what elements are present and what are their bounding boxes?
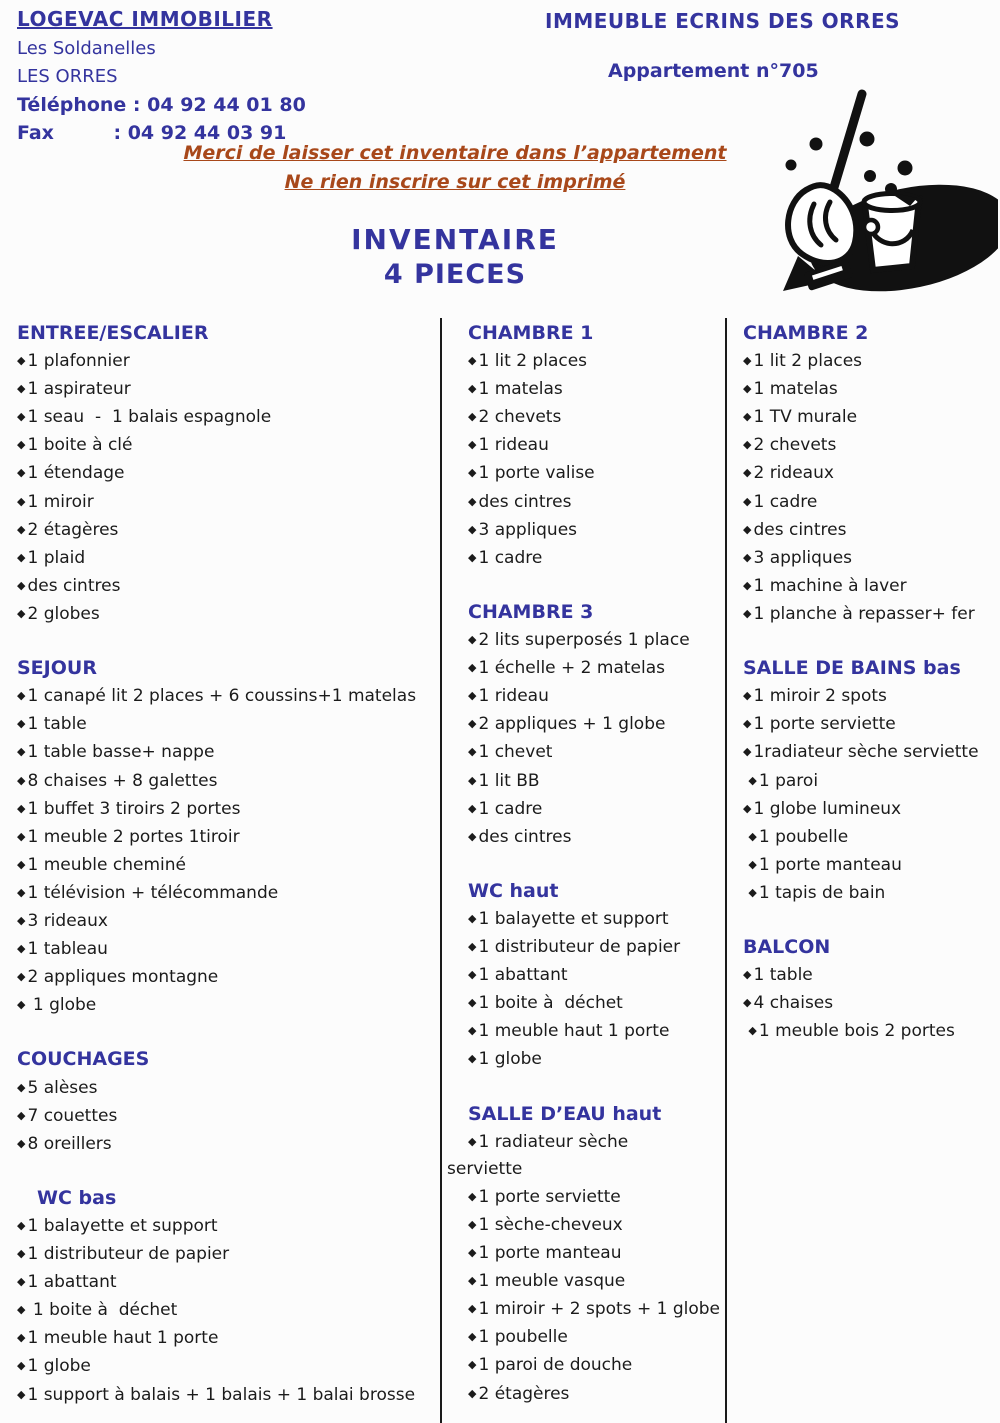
section-wc-haut — [468, 878, 725, 1074]
diamond-bullet-icon: ◆ — [468, 1052, 477, 1066]
diamond-bullet-icon: ◆ — [17, 522, 26, 536]
diamond-bullet-icon: ◆ — [17, 717, 26, 731]
inventory-item: ◆ 1 poubelle — [748, 826, 849, 847]
diamond-bullet-icon: ◆ — [17, 578, 26, 592]
inventory-column-3 — [732, 320, 1000, 1073]
inventory-item: ◆ 1 tapis de bain — [748, 882, 886, 903]
inventory-item: ◆ 1 boite à déchet — [17, 1300, 178, 1321]
inventory-item: ◆ 1 porte manteau — [468, 1243, 622, 1264]
diamond-bullet-icon: ◆ — [17, 1303, 26, 1317]
inventory-item: ◆ 1radiateur sèche serviette — [743, 742, 979, 763]
diamond-bullet-icon: ◆ — [17, 829, 26, 843]
inventory-item: ◆ 1 télévision + télécommande — [17, 882, 279, 903]
inventory-item: ◆ des cintres — [743, 519, 847, 540]
inventory-item: ◆ 1 lit BB — [468, 770, 540, 791]
inventory-item: ◆ 8 oreillers — [17, 1133, 112, 1154]
diamond-bullet-icon: ◆ — [468, 410, 477, 424]
inventory-item: ◆ 2 étagères — [17, 519, 119, 540]
inventory-item: ◆ 8 chaises + 8 galettes — [17, 770, 218, 791]
inventory-title: INVENTAIRE — [351, 223, 559, 256]
cleaning-bucket-mop-clipart-icon — [758, 86, 998, 304]
diamond-bullet-icon: ◆ — [17, 745, 26, 759]
building-name: IMMEUBLE ECRINS DES ORRES — [545, 9, 901, 33]
inventory-item: ◆ des cintres — [468, 491, 572, 512]
inventory-item: ◆ 2 rideaux — [743, 463, 834, 484]
inventory-item: ◆ 1 plaid — [17, 547, 86, 568]
diamond-bullet-icon: ◆ — [17, 410, 26, 424]
section-heading-chambre-3: CHAMBRE 3 — [468, 600, 594, 623]
section-heading-salle-d-eau-haut: SALLE D’EAU haut — [468, 1102, 662, 1125]
inventory-item: ◆ 1 globe — [468, 1049, 542, 1070]
diamond-bullet-icon: ◆ — [743, 494, 752, 508]
section-couchages — [17, 1046, 441, 1157]
inventory-item: ◆ 1 échelle + 2 matelas — [468, 658, 666, 679]
diamond-bullet-icon: ◆ — [743, 410, 752, 424]
agency-header — [17, 7, 306, 150]
diamond-bullet-icon: ◆ — [748, 885, 757, 899]
diamond-bullet-icon: ◆ — [468, 940, 477, 954]
inventory-item: ◆ 1 abattant — [468, 965, 568, 986]
inventory-item: ◆ 1 meuble haut 1 porte — [17, 1328, 219, 1349]
inventory-item: ◆ des cintres — [17, 575, 121, 596]
section-balcon — [743, 934, 1000, 1045]
diamond-bullet-icon: ◆ — [748, 857, 757, 871]
section-salle-d-eau-haut — [447, 1101, 725, 1408]
diamond-bullet-icon: ◆ — [468, 829, 477, 843]
inventory-item: ◆ 1 sèche-cheveux — [468, 1215, 623, 1235]
inventory-item: ◆ 1 lit 2 places — [743, 351, 863, 372]
inventory-item: ◆ 1 TV murale — [743, 407, 858, 428]
inventory-item: ◆ 4 chaises — [743, 993, 834, 1014]
inventory-item: ◆ 1 planche à repasser+ fer — [743, 603, 975, 624]
inventory-item: ◆ 1 tableau — [17, 939, 108, 960]
diamond-bullet-icon: ◆ — [17, 998, 26, 1012]
title-block — [60, 221, 850, 290]
section-heading-entree-escalier: ENTREE/ESCALIER — [17, 322, 209, 344]
diamond-bullet-icon: ◆ — [743, 354, 752, 368]
inventory-item: ◆ 1 porte serviette — [743, 714, 896, 735]
inventory-item: ◆ 1 boite à déchet — [468, 993, 623, 1014]
inventory-item: ◆ 1 rideau — [468, 686, 549, 707]
diamond-bullet-icon: ◆ — [743, 578, 752, 592]
diamond-bullet-icon: ◆ — [468, 1134, 477, 1148]
section-heading-wc-bas: WC bas — [37, 1186, 117, 1209]
diamond-bullet-icon: ◆ — [468, 633, 477, 647]
inventory-item: ◆ 1 meuble cheminé — [17, 854, 186, 875]
diamond-bullet-icon: ◆ — [743, 438, 752, 452]
diamond-bullet-icon: ◆ — [468, 466, 477, 480]
inventory-item: ◆ 1 chevet — [468, 742, 553, 763]
section-heading-salle-de-bains-bas: SALLE DE BAINS bas — [743, 657, 961, 680]
notice-line-1: Merci de laisser cet inventaire dans l’appartement — [183, 142, 727, 164]
inventory-item: ◆ 1 meuble haut 1 porte — [468, 1021, 670, 1042]
inventory-item: ◆ 1 poubelle — [468, 1327, 568, 1348]
diamond-bullet-icon: ◆ — [743, 968, 752, 982]
inventory-item: ◆ 1 machine à laver — [743, 575, 907, 596]
section-chambre-2 — [743, 320, 1000, 628]
diamond-bullet-icon: ◆ — [748, 1024, 757, 1038]
diamond-bullet-icon: ◆ — [743, 466, 752, 480]
diamond-bullet-icon: ◆ — [17, 1136, 26, 1150]
inventory-item: ◆ 1 cadre — [468, 547, 543, 568]
diamond-bullet-icon: ◆ — [17, 1247, 26, 1261]
inventory-item: ◆ 1 globe — [17, 995, 97, 1016]
inventory-item: ◆ 1 balayette et support — [468, 908, 669, 929]
inventory-item: ◆ 1 plafonnier — [17, 351, 130, 372]
notice-line-2: Ne rien inscrire sur cet imprimé — [284, 171, 626, 193]
column-divider-right — [725, 318, 727, 1423]
section-chambre-1 — [468, 320, 725, 572]
inventory-item: ◆ 1 meuble bois 2 portes — [748, 1021, 955, 1042]
diamond-bullet-icon: ◆ — [17, 438, 26, 452]
diamond-bullet-icon: ◆ — [468, 1024, 477, 1038]
inventory-item: ◆ 1 matelas — [468, 379, 563, 400]
inventory-item: ◆ 1 porte valise — [468, 463, 595, 484]
diamond-bullet-icon: ◆ — [743, 550, 752, 564]
inventory-item: ◆ 7 couettes — [17, 1105, 118, 1126]
inventory-item: ◆ 1 radiateur sèche serviette — [447, 1131, 629, 1179]
diamond-bullet-icon: ◆ — [743, 522, 752, 536]
inventory-item: ◆ 3 rideaux — [17, 910, 108, 931]
diamond-bullet-icon: ◆ — [468, 522, 477, 536]
diamond-bullet-icon: ◆ — [17, 1275, 26, 1289]
diamond-bullet-icon: ◆ — [468, 996, 477, 1010]
diamond-bullet-icon: ◆ — [17, 550, 26, 564]
city-name: LES ORRES — [17, 66, 118, 87]
diamond-bullet-icon: ◆ — [17, 773, 26, 787]
apartment-number: Appartement n°705 — [608, 60, 819, 82]
inventory-item: ◆ 1 rideau — [468, 435, 549, 456]
diamond-bullet-icon: ◆ — [17, 942, 26, 956]
diamond-bullet-icon: ◆ — [17, 1219, 26, 1232]
inventory-item: ◆ 1 paroi — [748, 770, 819, 791]
inventory-item: ◆ 1 canapé lit 2 places + 6 coussins+1 matelas — [17, 686, 417, 707]
inventory-item: ◆ 1 miroir + 2 spots + 1 globe — [468, 1299, 720, 1320]
diamond-bullet-icon: ◆ — [17, 606, 26, 620]
diamond-bullet-icon: ◆ — [468, 550, 477, 564]
inventory-item: ◆ 1 meuble vasque — [468, 1271, 626, 1292]
diamond-bullet-icon: ◆ — [748, 773, 757, 787]
diamond-bullet-icon: ◆ — [468, 1330, 477, 1344]
section-heading-balcon: BALCON — [743, 936, 831, 959]
fax-line: Fax : 04 92 44 03 91 — [17, 122, 287, 144]
inventory-item: ◆ 1 distributeur de papier — [17, 1244, 230, 1265]
diamond-bullet-icon: ◆ — [17, 885, 26, 899]
inventory-item: ◆ 2 étagères — [468, 1383, 570, 1404]
diamond-bullet-icon: ◆ — [468, 1246, 477, 1260]
inventory-item: ◆ 1 paroi de douche — [468, 1355, 633, 1376]
inventory-item: ◆ 1 aspirateur — [17, 379, 131, 400]
inventory-item: ◆ 1 balayette et support — [17, 1216, 218, 1236]
inventory-item: ◆ 1 boite à clé — [17, 435, 133, 456]
diamond-bullet-icon: ◆ — [468, 354, 477, 368]
inventory-item: ◆ 3 appliques — [743, 547, 853, 568]
company-name: LOGEVAC IMMOBILIER — [17, 7, 273, 31]
diamond-bullet-icon: ◆ — [468, 1189, 477, 1203]
inventory-item: ◆ 1 table basse+ nappe — [17, 742, 215, 763]
diamond-bullet-icon: ◆ — [468, 968, 477, 982]
diamond-bullet-icon: ◆ — [748, 829, 757, 843]
diamond-bullet-icon: ◆ — [17, 970, 26, 984]
diamond-bullet-icon: ◆ — [17, 1108, 26, 1122]
inventory-item: ◆ 1 support à balais + 1 balais + 1 balai brosse — [17, 1384, 416, 1405]
inventory-item: ◆ 1 buffet 3 tiroirs 2 portes — [17, 798, 241, 819]
inventory-item: ◆ 2 appliques montagne — [17, 967, 219, 988]
inventory-item: ◆ 1 seau - 1 balais espagnole — [17, 407, 272, 428]
inventory-item: ◆ 1 porte manteau — [748, 854, 902, 875]
inventory-item: ◆ 1 lit 2 places — [468, 351, 588, 372]
section-heading-chambre-2: CHAMBRE 2 — [743, 322, 869, 344]
section-heading-sejour: SEJOUR — [17, 657, 97, 680]
inventory-item: ◆ 1 matelas — [743, 379, 838, 400]
diamond-bullet-icon: ◆ — [17, 382, 26, 396]
diamond-bullet-icon: ◆ — [468, 801, 477, 815]
diamond-bullet-icon: ◆ — [17, 801, 26, 815]
diamond-bullet-icon: ◆ — [17, 913, 26, 927]
diamond-bullet-icon: ◆ — [468, 1218, 477, 1231]
diamond-bullet-icon: ◆ — [468, 717, 477, 731]
section-heading-wc-haut: WC haut — [468, 879, 559, 902]
notice-block — [60, 139, 850, 197]
residence-name: Les Soldanelles — [17, 38, 156, 59]
inventory-item: ◆ 2 globes — [17, 603, 100, 624]
diamond-bullet-icon: ◆ — [743, 382, 752, 396]
inventory-item: ◆ 1 globe — [17, 1356, 91, 1377]
diamond-bullet-icon: ◆ — [17, 1359, 26, 1373]
diamond-bullet-icon: ◆ — [468, 1358, 477, 1372]
inventory-item: ◆ 1 abattant — [17, 1272, 117, 1293]
diamond-bullet-icon: ◆ — [17, 354, 26, 368]
inventory-item: ◆ 3 appliques — [468, 519, 578, 540]
inventory-item: ◆ 1 miroir — [17, 491, 94, 512]
inventory-item: ◆ 1 table — [743, 965, 813, 986]
diamond-bullet-icon: ◆ — [743, 801, 752, 815]
inventory-item: ◆ 2 lits superposés 1 place — [468, 630, 690, 651]
diamond-bullet-icon: ◆ — [468, 911, 477, 925]
diamond-bullet-icon: ◆ — [468, 382, 477, 396]
diamond-bullet-icon: ◆ — [17, 1331, 26, 1345]
diamond-bullet-icon: ◆ — [17, 494, 26, 508]
inventory-item: ◆ 1 cadre — [468, 798, 543, 819]
diamond-bullet-icon: ◆ — [468, 494, 477, 508]
section-heading-chambre-1: CHAMBRE 1 — [468, 322, 594, 344]
inventory-column-1 — [17, 320, 441, 1423]
diamond-bullet-icon: ◆ — [743, 606, 752, 620]
phone-line: Téléphone : 04 92 44 01 80 — [17, 94, 306, 116]
diamond-bullet-icon: ◆ — [17, 1080, 26, 1094]
inventory-item: ◆ 1 table — [17, 714, 87, 735]
inventory-item: ◆ 1 distributeur de papier — [468, 937, 681, 958]
diamond-bullet-icon: ◆ — [17, 1387, 26, 1401]
diamond-bullet-icon: ◆ — [17, 857, 26, 871]
section-wc-bas — [17, 1185, 441, 1409]
inventory-column-2 — [447, 320, 725, 1423]
diamond-bullet-icon: ◆ — [743, 996, 752, 1010]
inventory-item: ◆ 5 alèses — [17, 1077, 98, 1098]
inventory-item: ◆ 1 étendage — [17, 463, 125, 484]
inventory-item: ◆ 1 porte serviette — [468, 1186, 621, 1207]
diamond-bullet-icon: ◆ — [468, 689, 477, 703]
diamond-bullet-icon: ◆ — [743, 745, 752, 759]
section-salle-de-bains-bas — [743, 655, 1000, 907]
inventory-item: ◆ 1 cadre — [743, 491, 818, 512]
inventory-item: ◆ 2 chevets — [743, 435, 837, 456]
inventory-item: ◆ 2 appliques + 1 globe — [468, 714, 666, 735]
inventory-item: ◆ 1 meuble 2 portes 1tiroir — [17, 826, 240, 847]
diamond-bullet-icon: ◆ — [468, 773, 477, 787]
section-sejour — [17, 655, 441, 1019]
inventory-item: ◆ des cintres — [468, 826, 572, 847]
diamond-bullet-icon: ◆ — [17, 689, 26, 703]
diamond-bullet-icon: ◆ — [468, 661, 477, 675]
inventory-item: ◆ 1 globe lumineux — [743, 798, 902, 819]
section-entree-escalier — [17, 320, 441, 628]
inventory-subtitle: 4 PIECES — [383, 259, 527, 290]
diamond-bullet-icon: ◆ — [743, 717, 752, 731]
diamond-bullet-icon: ◆ — [743, 689, 752, 703]
diamond-bullet-icon: ◆ — [468, 745, 477, 759]
diamond-bullet-icon: ◆ — [468, 1386, 477, 1400]
diamond-bullet-icon: ◆ — [468, 1274, 477, 1288]
inventory-item: ◆ 1 miroir 2 spots — [743, 686, 887, 707]
diamond-bullet-icon: ◆ — [468, 438, 477, 452]
diamond-bullet-icon: ◆ — [17, 466, 26, 480]
section-chambre-3 — [468, 599, 725, 851]
section-heading-couchages: COUCHAGES — [17, 1048, 150, 1071]
inventory-item: ◆ 2 chevets — [468, 407, 562, 428]
diamond-bullet-icon: ◆ — [468, 1302, 477, 1316]
